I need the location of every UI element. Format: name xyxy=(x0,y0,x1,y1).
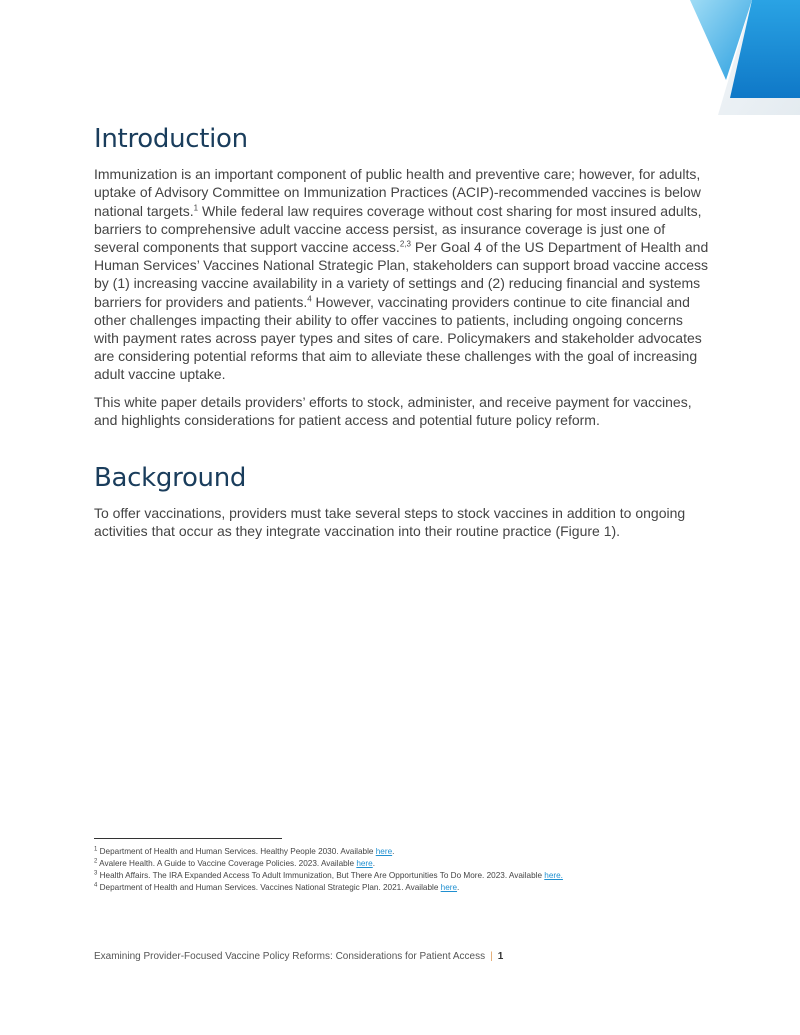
footer-separator: | xyxy=(490,951,493,962)
footnote-punct: . xyxy=(457,883,460,892)
footnote-link[interactable]: here xyxy=(440,883,458,892)
page-footer xyxy=(94,951,503,962)
intro-text-4: However, vaccinating providers continue to cite financial and other challenges impacting their ability to offer vaccines to patients, including ongoing concerns with payment rates across payer types and sites of care. Policymakers and stakeholder advocates are considering potential reforms that aim to alleviate these challenges with the goal of increasing adult vaccine uptake. xyxy=(94,293,702,383)
footnote-text: Health Affairs. The IRA Expanded Access To Adult Immunization, But There Are Opportunities To Do More. 2023. Available xyxy=(97,871,545,880)
footnote-4 xyxy=(94,882,734,894)
background-heading: Background xyxy=(94,463,247,494)
footnote-link[interactable]: here xyxy=(375,847,393,856)
footnote-3 xyxy=(94,870,734,882)
main-content xyxy=(94,124,710,550)
footnotes xyxy=(94,846,734,894)
footnote-punct: . xyxy=(372,859,375,868)
footnote-ref-4: 4 xyxy=(307,293,312,303)
footnote-2 xyxy=(94,858,734,870)
introduction-paragraph-1 xyxy=(94,165,710,383)
footnote-divider xyxy=(94,838,282,839)
background-paragraph-1: To offer vaccinations, providers must take several steps to stock vaccines in addition to ongoing activities that occur as they integrate vaccination into their routine practice (Figure 1). xyxy=(94,505,686,540)
introduction-paragraph-2: This white paper details providers’ efforts to stock, administer, and receive payment for vaccines, and highlights considerations for patient access and potential future policy reform. xyxy=(94,393,692,428)
footnote-text: Department of Health and Human Services. Healthy People 2030. Available xyxy=(97,847,376,856)
footnote-text: Department of Health and Human Services. Vaccines National Strategic Plan. 2021. Available xyxy=(97,883,441,892)
introduction-heading: Introduction xyxy=(94,124,248,154)
footnote-ref-2-3: 2,3 xyxy=(399,239,411,249)
page-number: 1 xyxy=(497,951,504,962)
footnote-number: 1 xyxy=(94,846,98,853)
footnote-text: Avalere Health. A Guide to Vaccine Coverage Policies. 2023. Available xyxy=(97,859,357,868)
intro-text-1: Immunization is an important component of public health and preventive care; however, for adults, uptake of Advisory Committee on Immunization Practices (ACIP)-recommended vaccines is below national targets. xyxy=(94,166,701,219)
footer-title: Examining Provider-Focused Vaccine Policy Reforms: Considerations for Patient Access xyxy=(94,951,486,962)
footnote-number: 2 xyxy=(94,858,98,865)
footnote-link[interactable]: here. xyxy=(544,871,563,880)
footnote-ref-1: 1 xyxy=(193,202,199,212)
intro-text-2: While federal law requires coverage without cost sharing for most insured adults, barriers to comprehensive adult vaccine access persist, as insurance coverage is just one of several components that support vaccine access. xyxy=(94,202,702,255)
footnote-1 xyxy=(94,846,734,858)
corner-decoration xyxy=(690,0,800,115)
footnote-punct: . xyxy=(392,847,395,856)
footnote-number: 4 xyxy=(94,882,98,889)
intro-text-3: Per Goal 4 of the US Department of Health and Human Services’ Vaccines National Strategic Plan, stakeholders can support broad vaccine access by (1) increasing vaccine availability in a variety of settings and (2) reducing financial and systems barriers for providers and patients. xyxy=(94,239,709,310)
footnote-number: 3 xyxy=(94,870,98,877)
footnote-link[interactable]: here xyxy=(356,859,373,868)
